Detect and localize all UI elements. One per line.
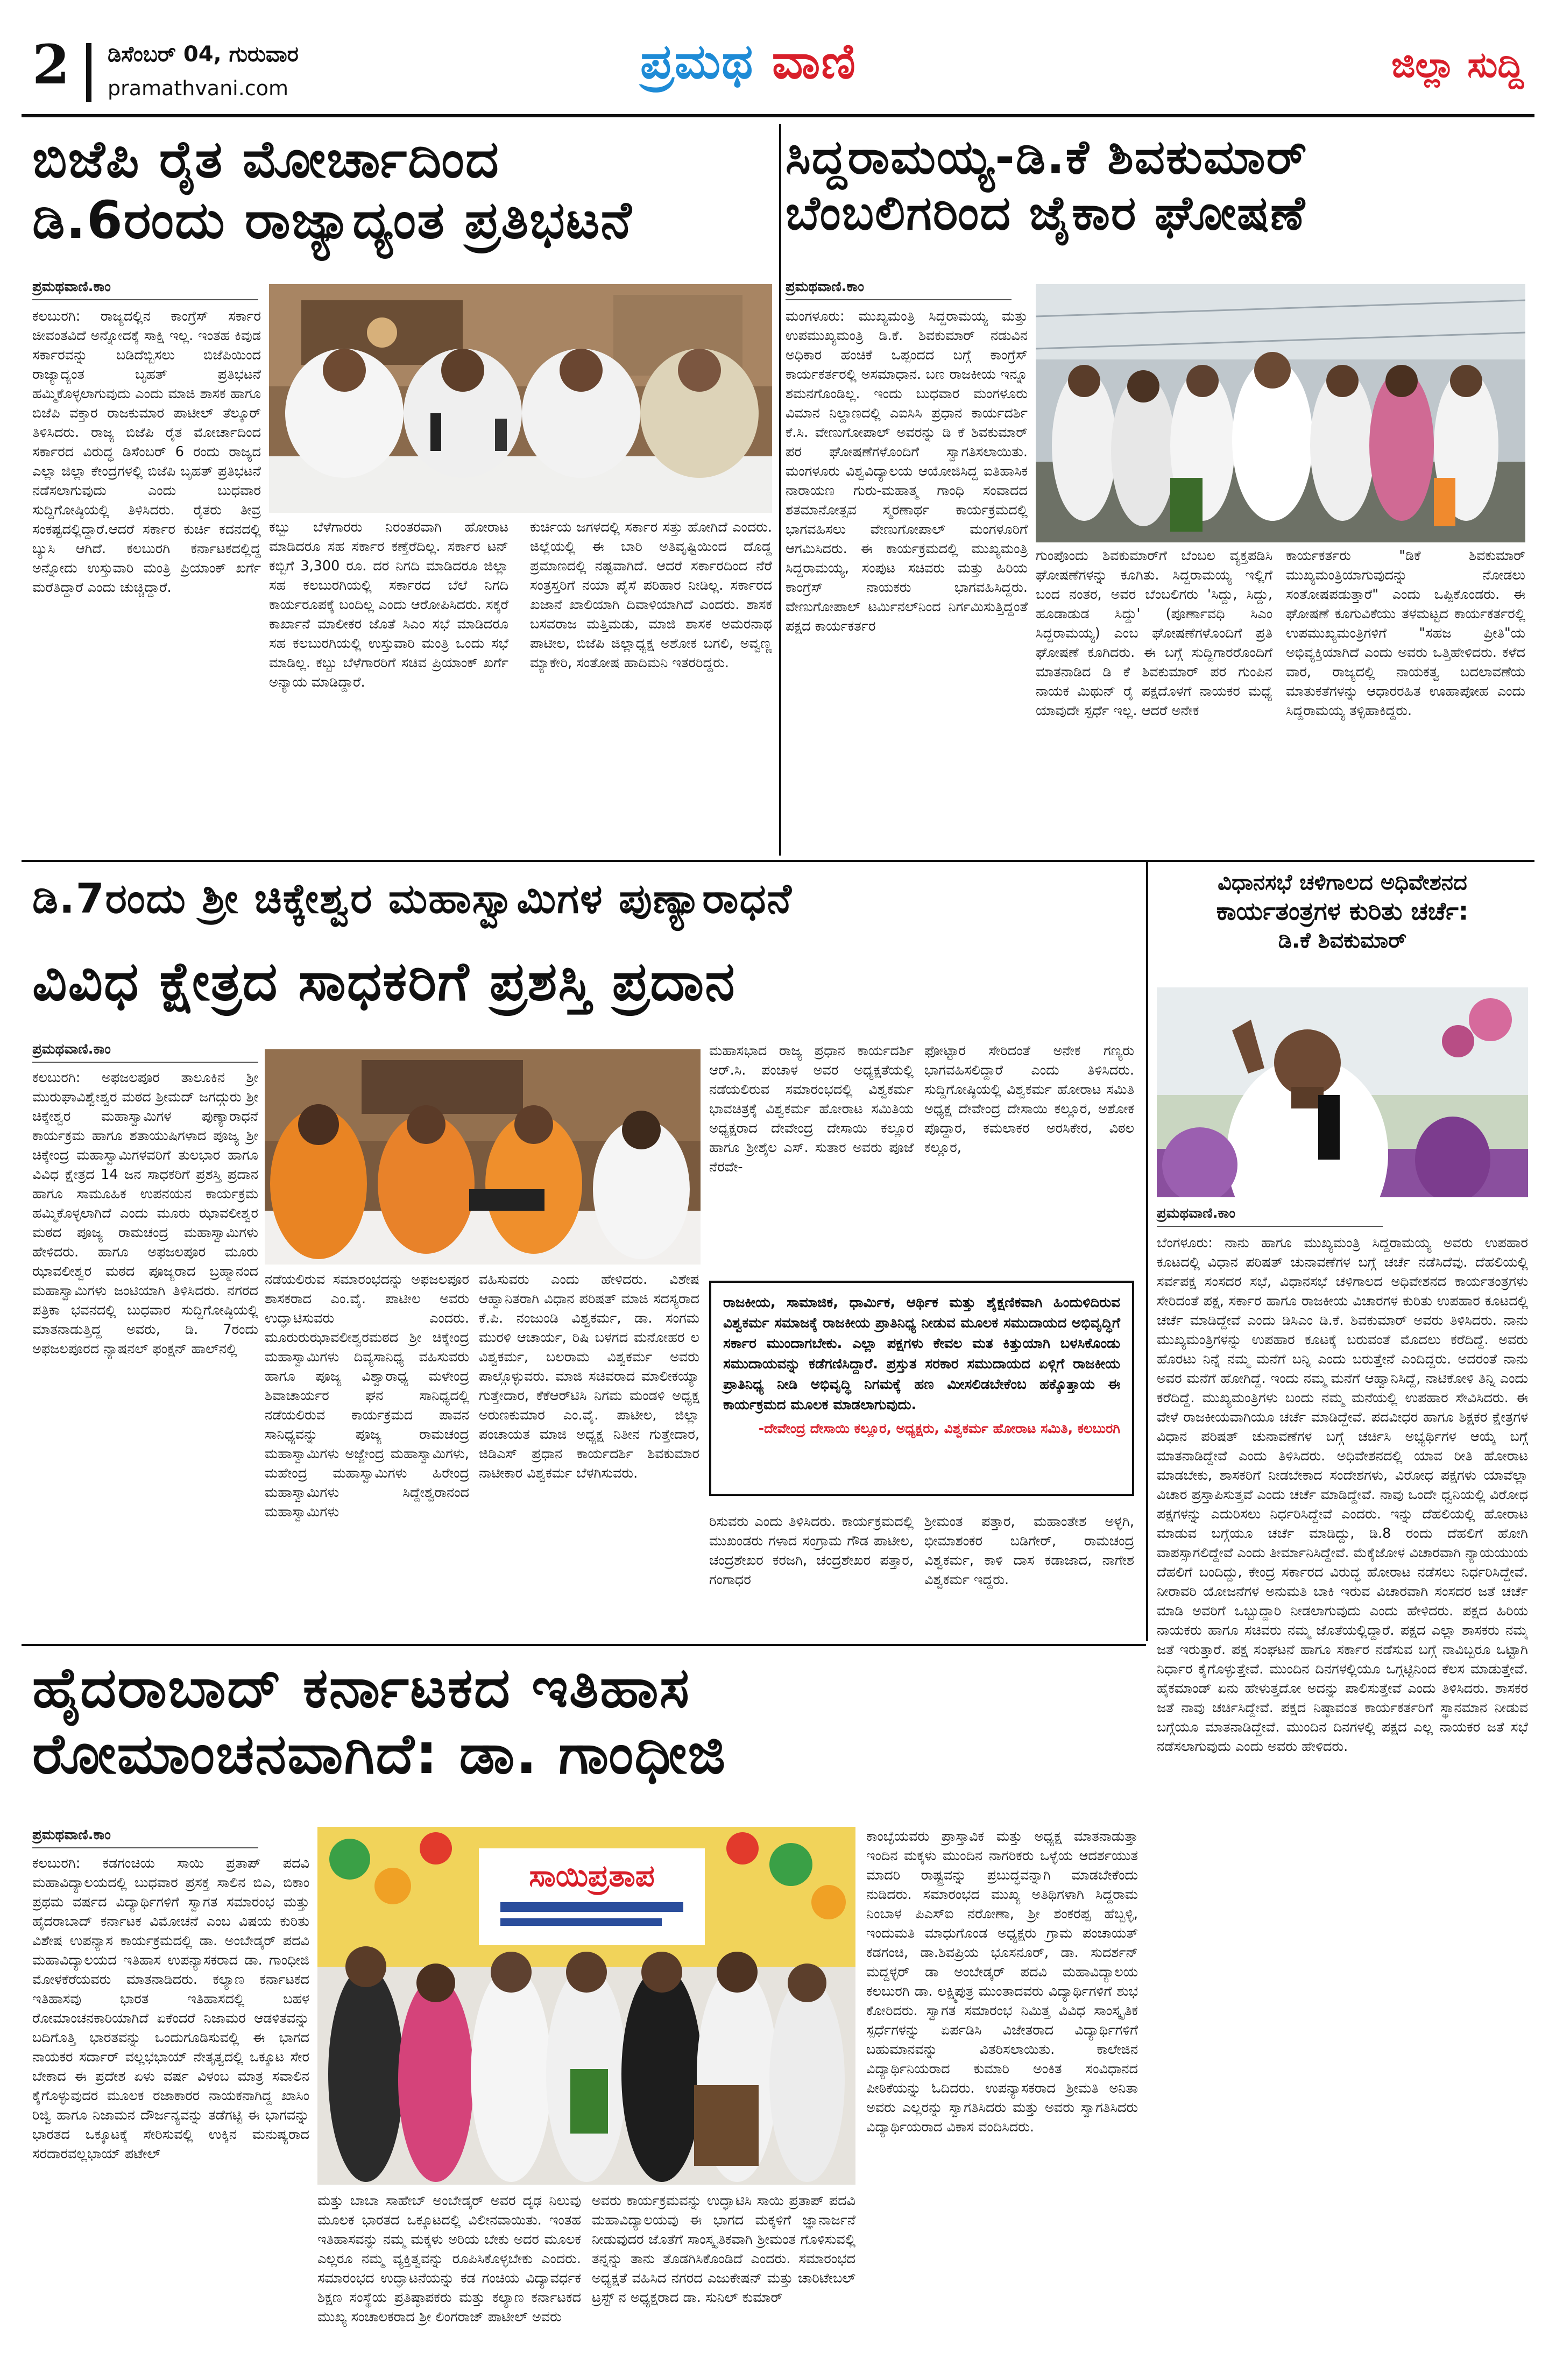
byline-rule: [1157, 1226, 1383, 1227]
article3-col2: ನಡೆಯಲಿರುವ ಸಮಾರಂಭದನ್ನು ಅಫಜಲಪೂರ ಶಾಸಕರಾದ ಎಂ.ವೈ. ಪಾಟೀಲ ಅವರು ಉದ್ಘಾಟಿಸುವರು ಎಂದರು. ಮೂರುರುಝಾವಲೀಶ್ವರಮಠದ ಶ್ರೀ ಚಿಕ್ಕೇಂದ್ರ ಮಹಾಸ್ವಾಮಿಗಳು ದಿವ್ಯಸಾನಿಧ್ಯ ವಹಿಸುವರು ಹಾಗೂ ಪೂಜ್ಯ ವಿಶ್ವಾರಾಧ್ಯ ಮಳೇಂದ್ರ ಶಿವಾಚಾರ್ಯರ ಘನ ಸಾನಿಧ್ಯದಲ್ಲಿ ನಡೆಯಲಿರುವ ಕಾರ್ಯಕ್ರಮದ ಪಾವನ ಸಾನಿಧ್ಯವನ್ನು ಪೂಜ್ಯ ರಾಮಚಂದ್ರ ಮಹಾಸ್ವಾಮಿಗಳು ಅಜ್ಜೇಂದ್ರ ಮಹಾಸ್ವಾಮಿಗಳು, ಮಹೇಂದ್ರ ಮಹಾಸ್ವಾಮಿಗಳು ಹಿರೇಂದ್ರ ಮಹಾಸ್ವಾಮಿಗಳು ಸಿದ್ದೇಶ್ವರಾನಂದ ಮಹಾಸ್ವಾಮಿಗಳು: [265, 1272, 469, 1520]
article1-col3: ಕುರ್ಚಿಯ ಜಗಳದಲ್ಲಿ ಸರ್ಕಾರ ಸತ್ತು ಹೋಗಿದೆ ಎಂದರು. ಜಿಲ್ಲೆಯಲ್ಲಿ ಈ ಬಾರಿ ಅತಿವೃಷ್ಟಿಯಿಂದ ದೊಡ್ಡ ಪ್ರಮಾಣದಲ್ಲಿ ನಷ್ಟವಾಗಿದೆ. ಆದರೆ ಸರ್ಕಾರದಿಂದ ನೆರೆ ಸಂತ್ರಸ್ತರಿಗೆ ನಯಾ ಪೈಸೆ ಪರಿಹಾರ ನೀಡಿಲ್ಲ. ಸರ್ಕಾರದ ಖಜಾನೆ ಖಾಲಿಯಾಗಿ ದಿವಾಳಿಯಾಗಿದೆ ಎಂದರು. ಶಾಸಕ ಬಸವರಾಜ ಮತ್ತಿಮಡು, ಮಾಜಿ ಶಾಸಕ ಅಮರನಾಥ ಪಾಟೀಲ, ಬಿಜೆಪಿ ಜಿಲ್ಲಾಧ್ಯಕ್ಷ ಅಶೋಕ ಬಗಲಿ, ಅವ್ವಣ್ಣ ಮ್ಯಾಕೇರಿ, ಸಂತೋಷ ಹಾದಿಮನಿ ಇತರರಿದ್ದರು.: [530, 519, 772, 671]
article1-headline-line2: ಡಿ.6ರಂದು ರಾಜ್ಯಾದ್ಯಂತ ಪ್ರತಿಭಟನೆ: [32, 190, 633, 251]
section-label: ಜಿಲ್ಲಾ ಸುದ್ದಿ: [1391, 44, 1524, 86]
article3-col6: ಫೋಟ್ಟಾರ ಸೇರಿದಂತೆ ಅನೇಕ ಗಣ್ಯರು ಭಾಗವಹಿಸಲಿದ್ದಾರೆ ಎಂದು ತಿಳಿಸಿದರು. ಸುದ್ದಿಗೋಷ್ಠಿಯಲ್ಲಿ ವಿಶ್ವಕರ್ಮ ಹೋರಾಟ ಸಮಿತಿ ಅಧ್ಯಕ್ಷ ದೇವೇಂದ್ರ ದೇಸಾಯಿ ಕಲ್ಲೂರ, ಅಶೋಕ ಪೊದ್ದಾರ, ಕಮಲಾಕರ ಅರಸಿಕೇರ, ವಿಠಲ ಕಲ್ಲೂರ,: [924, 1043, 1134, 1156]
article4-headline-line1: ವಿಧಾನಸಭೆ ಚಳಿಗಾಲದ ಅಧಿವೇಶನದ: [1218, 870, 1467, 895]
article2-col3: ಕಾರ್ಯಕರ್ತರು "ಡಿಕೆ ಶಿವಕುಮಾರ್ ಮುಖ್ಯಮಂತ್ರಿಯಾಗುವುದನ್ನು ನೋಡಲು ಸಂತೋಷಪಡುತ್ತಾರೆ" ಎಂದು ಒಪ್ಪಿಕೊಂಡರು. ಈ ಘೋಷಣೆ ಕೂಗುವಿಕೆಯು ತಳಮಟ್ಟದ ಕಾರ್ಯಕರ್ತರಲ್ಲಿ ಉಪಮುಖ್ಯಮಂತ್ರಿಗಳಿಗೆ "ಸಹಜ ಪ್ರೀತಿ"ಯ ಅಭಿವ್ಯಕ್ತಿಯಾಗಿದೆ ಎಂದು ಅವರು ಒತ್ತಿಹೇಳಿದರು. ಕಳೆದ ವಾರ, ರಾಜ್ಯದಲ್ಲಿ ನಾಯಕತ್ವ ಬದಲಾವಣೆಯ ಮಾತುಕತೆಗಳನ್ನು ಆಧಾರರಹಿತ ಊಹಾಪೋಹ ಎಂದು ಸಿದ್ದರಾಮಯ್ಯ ತಳ್ಳಿಹಾಕಿದ್ದರು.: [1286, 548, 1525, 719]
article2-col1: ಮಂಗಳೂರು: ಮುಖ್ಯಮಂತ್ರಿ ಸಿದ್ದರಾಮಯ್ಯ ಮತ್ತು ಉಪಮುಖ್ಯಮಂತ್ರಿ ಡಿ.ಕೆ. ಶಿವಕುಮಾರ್ ನಡುವಿನ ಅಧಿಕಾರ ಹಂಚಿಕೆ ಒಪ್ಪಂದದ ಬಗ್ಗೆ ಕಾಂಗ್ರೆಸ್ ಕಾರ್ಯಕರ್ತರಲ್ಲಿ ಅಸಮಾಧಾನ. ಬಣ ರಾಜಕೀಯ ಇನ್ನೂ ಶಮನಗೊಂಡಿಲ್ಲ. ಇಂದು ಬುಧವಾರ ಮಂಗಳೂರು ವಿಮಾನ ನಿಲ್ದಾಣದಲ್ಲಿ ಎಐಸಿಸಿ ಪ್ರಧಾನ ಕಾರ್ಯದರ್ಶಿ ಕೆ.ಸಿ. ವೇಣುಗೋಪಾಲ್ ಅವರನ್ನು ಡಿ ಕೆ ಶಿವಕುಮಾರ್ ಪರ ಘೋಷಣೆಗಳೊಂದಿಗೆ ಸ್ವಾಗತಿಸಲಾಯಿತು. ಮಂಗಳೂರು ವಿಶ್ವವಿದ್ಯಾಲಯ ಆಯೋಜಿಸಿದ್ದ ಐತಿಹಾಸಿಕ ನಾರಾಯಣ ಗುರು-ಮಹಾತ್ಮ ಗಾಂಧಿ ಸಂವಾದದ ಶತಮಾನೋತ್ಸವ ಸ್ಮರಣಾರ್ಥ ಕಾರ್ಯಕ್ರಮದಲ್ಲಿ ಭಾಗವಹಿಸಲು ವೇಣುಗೋಪಾಲ್ ಮಂಗಳೂರಿಗೆ ಆಗಮಿಸಿದರು. ಈ ಕಾರ್ಯಕ್ರಮದಲ್ಲಿ ಮುಖ್ಯಮಂತ್ರಿ ಸಿದ್ದರಾಮಯ್ಯ, ಸಂಪುಟ ಸಚಿವರು ಮತ್ತು ಹಿರಿಯ ಕಾಂಗ್ರೆಸ್ ನಾಯಕರು ಭಾಗವಹಿಸಿದ್ದರು. ವೇಣುಗೋಪಾಲ್ ಟರ್ಮಿನಲ್‌ನಿಂದ ನಿರ್ಗಮಿಸುತ್ತಿದ್ದಂತೆ ಪಕ್ಷದ ಕಾರ್ಯಕರ್ತರ: [786, 308, 1028, 634]
article3-col1: ಕಲಬುರಗಿ: ಅಫಜಲಪೂರ ತಾಲೂಕಿನ ಶ್ರೀ ಮುರುಘಾವಿಶ್ವೇಶ್ವರ ಮಠದ ಶ್ರೀಮದ್ ಜಗದ್ಗುರು ಶ್ರೀ ಚಿಕ್ಕೇಶ್ವರ ಮಹಾಸ್ವಾಮಿಗಳ ಪುಣ್ಯಾರಾಧನೆ ಕಾರ್ಯಕ್ರಮ ಹಾಗೂ ಶತಾಯುಷಿಗಳಾದ ಪೂಜ್ಯ ಶ್ರೀ ಚಿಕ್ಕೇಂದ್ರ ಮಹಾಸ್ವಾಮಿಗಳವರಿಗೆ ತುಲಭಾರ ಹಾಗೂ ವಿವಿಧ ಕ್ಷೇತ್ರದ 14 ಜನ ಸಾಧಕರಿಗೆ ಪ್ರಶಸ್ತಿ ಪ್ರದಾನ ಹಾಗೂ ಸಾಮೂಹಿಕ ಉಪನಯನ ಕಾರ್ಯಕ್ರಮ ಹಮ್ಮಿಕೊಳ್ಳಲಾಗಿದೆ ಎಂದು ಮೂರು ಝಾವಲೀಶ್ವರ ಮಠದ ಪೂಜ್ಯ ರಾಮಚಂದ್ರ ಮಹಾಸ್ವಾಮಿಗಳು ಹೇಳಿದರು. ಹಾಗೂ ಅಫಜಲಪೂರ ಮೂರು ಝಾವಲೀಶ್ವರ ಮಠದ ಪೂಜ್ಯರಾದ ಬ್ರಹ್ಮಾನಂದ ಮಹಾಸ್ವಾಮಿಗಳು ಜಂಟಿಯಾಗಿ ತಿಳಿಸಿದರು. ನಗರದ ಪತ್ರಿಕಾ ಭವನದಲ್ಲಿ ಬುಧವಾರ ಸುದ್ದಿಗೋಷ್ಠಿಯಲ್ಲಿ ಮಾತನಾಡುತ್ತಿದ್ದ ಅವರು, ಡಿ. 7ರಂದು ಅಫಜಲಪೂರದ ನ್ಯಾಷನಲ್ ಫಂಕ್ಷನ್ ಹಾಲ್‌ನಲ್ಲಿ: [32, 1070, 258, 1357]
article5-headline: [32, 1655, 1135, 1786]
article3-byline: ಪ್ರಮಥವಾಣಿ.ಕಾಂ: [32, 1041, 111, 1057]
article3-col7: ಶ್ರೀಮಂತ ಪತ್ತಾರ, ಮಹಾಂತೇಶ ಅಳ್ಳಗಿ, ಭೀಮಾಶಂಕರ ಬಡಿಗೇರ್, ರಾಮಚಂದ್ರ ವಿಶ್ವಕರ್ಮ, ಕಾಳಿ ದಾಸ ಕಡಾಜಾದ, ನಾಗೇಶ ವಿಶ್ವಕರ್ಮ ಇದ್ದರು.: [924, 1514, 1134, 1588]
article3-kicker: ಡಿ.7ರಂದು ಶ್ರೀ ಚಿಕ್ಕೇಶ್ವರ ಮಹಾಸ್ವಾಮಿಗಳ ಪುಣ್ಯಾರಾಧನೆ: [32, 874, 793, 922]
article4-headline-line2: ಕಾರ್ಯತಂತ್ರಗಳ ಕುರಿತು ಚರ್ಚೆ:: [1216, 896, 1469, 926]
banner-text: ಸಾಯಿಪ್ರತಾಪ: [529, 1859, 655, 1894]
page-number: 2: [32, 33, 70, 96]
byline-rule: [32, 1062, 258, 1063]
article2-byline: ಪ್ರಮಥವಾಣಿ.ಕಾಂ: [786, 279, 864, 295]
quote-box: [709, 1281, 1134, 1496]
masthead-divider: [86, 43, 91, 102]
column-divider: [779, 124, 781, 856]
website-link[interactable]: pramathvani.com: [108, 76, 288, 100]
article3-col3: ವಹಿಸುವರು ಎಂದು ಹೇಳಿದರು. ವಿಶೇಷ ಆಹ್ವಾನಿತರಾಗಿ ವಿಧಾನ ಪರಿಷತ್ ಮಾಜಿ ಸದಸ್ಯರಾದ ಕೆ.ಪಿ. ನಂಜುಂಡಿ ವಿಶ್ವಕರ್ಮ, ಡಾ. ಸಂಗಮ ಮುರಳಿ ಆಚಾರ್ಯ, ರಿಷಿ ಬಳಗದ ಮನೋಹರ ಲ ವಿಶ್ವಕರ್ಮ, ಬಲರಾಮ ವಿಶ್ವಕರ್ಮ ಅವರು ಪಾಲ್ಗೊಳ್ಳುವರು. ಮಾಜಿ ಸಚಿವರಾದ ಮಾಲೀಕಯ್ಯಾ ಗುತ್ತೇದಾರ, ಕೆಕೆಆರ್‌ಟಿಸಿ ನಿಗಮ ಮಂಡಳಿ ಅಧ್ಯಕ್ಷ ಅರುಣಕುಮಾರ ಎಂ.ವೈ. ಪಾಟೀಲ, ಜಿಲ್ಲಾ ಪಂಚಾಯತ ಮಾಜಿ ಅಧ್ಯಕ್ಷ ನಿತೀನ ಗುತ್ತೇದಾರ, ಜಿಡಿಎಸ್ ಪ್ರಧಾನ ಕಾರ್ಯದರ್ಶಿ ಶಿವಕುಮಾರ ನಾಟೀಕಾರ ವಿಶ್ವಕರ್ಮ ಬೆಳಗಿಸುವರು.: [479, 1272, 699, 1481]
masthead-rule: [22, 114, 1534, 117]
article1-byline: ಪ್ರಮಥವಾಣಿ.ಕಾಂ: [32, 279, 111, 295]
article5-photo: [317, 1827, 855, 2185]
article5-col1: ಕಲಬುರಗಿ: ಕಡಗಂಚಿಯ ಸಾಯಿ ಪ್ರತಾಪ್ ಪದವಿ ಮಹಾವಿದ್ಯಾಲಯದಲ್ಲಿ ಬುಧವಾರ ಪ್ರಸಕ್ತ ಸಾಲಿನ ಬಿಎ, ಬಿಕಾಂ ಪ್ರಥಮ ವರ್ಷದ ವಿದ್ಯಾರ್ಥಿಗಳಿಗೆ ಸ್ವಾಗತ ಸಮಾರಂಭ ಮತ್ತು ಹೈದರಾಬಾದ್ ಕರ್ನಾಟಕ ವಿಮೋಚನೆ ಎಂಬ ವಿಷಯ ಕುರಿತು ವಿಶೇಷ ಉಪನ್ಯಾಸ ಕಾರ್ಯಕ್ರಮದಲ್ಲಿ ಡಾ. ಅಂಬೇಡ್ಕರ್ ಪದವಿ ಮಹಾವಿದ್ಯಾಲಯದ ಇತಿಹಾಸ ಉಪನ್ಯಾಸಕರಾದ ಡಾ. ಗಾಂಧೀಜಿ ಮೋಳಕೆರೆಯವರು ಮಾತನಾಡಿದರು. ಕಲ್ಯಾಣ ಕರ್ನಾಟಕದ ಇತಿಹಾಸವು ಭಾರತ ಇತಿಹಾಸದಲ್ಲಿ ಬಹಳ ರೋಮಾಂಚನಕಾರಿಯಾಗಿದೆ ಏಕೆಂದರೆ ನಿಜಾಮರ ಆಡಳಿತವನ್ನು ಬದಿಗೊತ್ತಿ ಭಾರತವನ್ನು ಒಂದುಗೂಡಿಸುವಲ್ಲಿ ಈ ಭಾಗದ ನಾಯಕರ ಸರ್ದಾರ್ ವಲ್ಲಭಭಾಯ್ ನೇತೃತ್ವದಲ್ಲಿ ಒಕ್ಕೂಟ ಸೇರ ಬೇಕಾದ ಈ ಪ್ರದೇಶ ಏಳು ವರ್ಷ ವಿಳಂಬ ಮಾತ್ರ ಸವಾಲಿನ ಕೈಗೊಳ್ಳುವುದರ ಮೂಲಕ ರಜಾಕಾರರ ನಾಯಕನಾಗಿದ್ದ ಖಾಸಿಂ ರಿಜ್ವಿ ಹಾಗೂ ನಿಜಾಮನ ದೌರ್ಜನ್ಯವನ್ನು ತಡೆಗಟ್ಟಿ ಈ ಭಾಗವನ್ನು ಭಾರತದ ಒಕ್ಕೂಟಕ್ಕೆ ಸೇರಿಸುವಲ್ಲಿ ಉಕ್ಕಿನ ಮನುಷ್ಯರಾದ ಸರದಾರವಲ್ಲಭಾಯ್ ಪಟೇಲ್: [32, 1855, 309, 2162]
column-divider: [1146, 861, 1148, 1641]
article2-headline-line2: ಬೆಂಬಲಿಗರಿಂದ ಜೈಕಾರ ಘೋಷಣೆ: [786, 185, 1306, 241]
quote-signature: -ದೇವೇಂದ್ರ ದೇಸಾಯಿ ಕಲ್ಲೂರ, ಅಧ್ಯಕ್ಷರು, ವಿಶ್ವಕರ್ಮ ಹೋರಾಟ ಸಮಿತಿ, ಕಲಬುರಗಿ: [758, 1421, 1120, 1436]
section-rule: [22, 1644, 1146, 1646]
issue-date: ಡಿಸೆಂಬರ್ 04, ಗುರುವಾರ: [108, 42, 299, 67]
article5-byline: ಪ್ರಮಥವಾಣಿ.ಕಾಂ: [32, 1827, 111, 1843]
article1-headline-line1: ಬಿಜೆಪಿ ರೈತ ಮೋರ್ಚಾದಿಂದ: [32, 129, 500, 189]
article5-col2: ಮತ್ತು ಬಾಬಾ ಸಾಹೇಬ್ ಅಂಬೇಡ್ಕರ್ ಅವರ ದೃಢ ನಿಲುವು ಮೂಲಕ ಭಾರತದ ಒಕ್ಕೂಟದಲ್ಲಿ ವಿಲೀನವಾಯಿತು. ಇಂತಹ ಇತಿಹಾಸವನ್ನು ನಮ್ಮ ಮಕ್ಕಳು ಅರಿಯ ಬೇಕು ಅದರ ಮೂಲಕ ಎಲ್ಲರೂ ನಮ್ಮ ವ್ಯಕ್ತಿತ್ವವನ್ನು ರೂಪಿಸಿಕೊಳ್ಳಬೇಕು ಎಂದರು. ಸಮಾರಂಭದ ಉದ್ಘಾಟನೆಯನ್ನು ಕಡ ಗಂಚಿಯ ವಿದ್ಯಾವರ್ಧಕ ಶಿಕ್ಷಣ ಸಂಸ್ಥೆಯ ಪ್ರತಿಷ್ಠಾಪಕರು ಮತ್ತು ಕಲ್ಯಾಣ ಕರ್ನಾಟಕದ ಮುಖ್ಯ ಸಂಚಾಲಕರಾದ ಶ್ರೀ ಲಿಂಗರಾಜ್ ಪಾಟೀಲ್ ಅವರು: [317, 2193, 581, 2325]
article3-col4: ಮಹಾಸಭಾದ ರಾಜ್ಯ ಪ್ರಧಾನ ಕಾರ್ಯದರ್ಶಿ ಆರ್.ಸಿ. ಪಂಚಾಳ ಅವರ ಅಧ್ಯಕ್ಷತೆಯಲ್ಲಿ ನಡೆಯಲಿರುವ ಸಮಾರಂಭದಲ್ಲಿ ವಿಶ್ವಕರ್ಮ ಭಾವಚಿತ್ರಕ್ಕೆ ವಿಶ್ವಕರ್ಮ ಹೋರಾಟ ಸಮಿತಿಯ ಅಧ್ಯಕ್ಷರಾದ ದೇವೇಂದ್ರ ದೇಸಾಯಿ ಕಲ್ಲೂರ ಹಾಗೂ ಶ್ರೀಶೈಲ ಎಸ್. ಸುತಾರ ಅವರು ಪೂಜೆ ನೆರವೇ-: [709, 1043, 914, 1175]
article4-headline: [1157, 869, 1528, 954]
article1-headline: [32, 129, 775, 251]
article2-headline-line1: ಸಿದ್ದರಾಮಯ್ಯ-ಡಿ.ಕೆ ಶಿವಕುಮಾರ್: [786, 129, 1308, 185]
article5-col4: ಕಾಂಬ್ಳೆಯವರು ಪ್ರಾಸ್ತಾವಿಕ ಮತ್ತು ಅಧ್ಯಕ್ಷ ಮಾತನಾಡುತ್ತಾ ಇಂದಿನ ಮಕ್ಕಳು ಮುಂದಿನ ನಾಗರಿಕರು ಒಳ್ಳೆಯ ಆದರ್ಶಯುತ ಮಾದರಿ ರಾಷ್ಟ್ರವನ್ನು ಪ್ರಬುದ್ಧವನ್ನಾಗಿ ಮಾಡಬೇಕೆಂದು ನುಡಿದರು. ಸಮಾರಂಭದ ಮುಖ್ಯ ಅತಿಥಿಗಳಾಗಿ ಸಿದ್ದರಾಮ ನಿಂಬಾಳ ಪಿಎಸ್‌ಐ ನರೋಣಾ, ಶ್ರೀ ಶಂಕರಪ್ಪ ಹೆಬ್ಬಳ್ಳಿ, ಇಂದುಮತಿ ಮಾಧುಗೊಂಡ ಅಧ್ಯಕ್ಷರು ಗ್ರಾಮ ಪಂಚಾಯತ್ ಕಡಗಂಚಿ, ಡಾ.ಶಿವಪ್ರಿಯ ಭೂಸನೂರ್, ಡಾ. ಸುದರ್ಶನ್ ಮದ್ದಳ್ಳರ್ ಡಾ ಅಂಬೇಡ್ಕರ್ ಪದವಿ ಮಹಾವಿದ್ಯಾಲಯ ಕಲಬುರಗಿ ಡಾ. ಲಕ್ಷ್ಮಿಪುತ್ರ ಮುಂತಾದವರು ವಿದ್ಯಾರ್ಥಿಗಳಿಗೆ ಶುಭ ಕೋರಿದರು. ಸ್ವಾಗತ ಸಮಾರಂಭ ನಿಮಿತ್ತ ವಿವಿಧ ಸಾಂಸ್ಕೃತಿಕ ಸ್ಪರ್ಧೆಗಳನ್ನು ಏರ್ಪಡಿಸಿ ವಿಜೇತರಾದ ವಿದ್ಯಾರ್ಥಿಗಳಿಗೆ ಬಹುಮಾನವನ್ನು ವಿತರಿಸಲಾಯಿತು. ಕಾಲೇಜಿನ ವಿದ್ಯಾರ್ಥಿನಿಯರಾದ ಕುಮಾರಿ ಅಂಕಿತ ಸಂವಿಧಾನದ ಪೀಠಿಕೆಯನ್ನು ಓದಿದರು. ಉಪನ್ಯಾಸಕರಾದ ಶ್ರೀಮತಿ ಅನಿತಾ ಅವರು ಎಲ್ಲರನ್ನು ಸ್ವಾಗತಿಸಿದರು ಮತ್ತು ಅವರು ಸ್ವಾಗತಿಸಿದರು ವಿದ್ಯಾರ್ಥಿಯರಾದ ವಿಕಾಸ ವಂದಿಸಿದರು.: [866, 1828, 1138, 2135]
article4-body: ಬೆಂಗಳೂರು: ನಾನು ಹಾಗೂ ಮುಖ್ಯಮಂತ್ರಿ ಸಿದ್ದರಾಮಯ್ಯ ಅವರು ಉಪಹಾರ ಕೂಟದಲ್ಲಿ ವಿಧಾನ ಪರಿಷತ್ ಚುನಾವಣೆಗಳ ಬಗ್ಗೆ ಚರ್ಚೆ ನಡೆಸಿದೆವು. ದೆಹಲಿಯಲ್ಲಿ ಸರ್ವಪಕ್ಷ ಸಂಸದರ ಸಭೆ, ವಿಧಾನಸಭೆ ಚಳಿಗಾಲದ ಅಧಿವೇಶನದ ಕಾರ್ಯತಂತ್ರಗಳು ಸೇರಿದಂತೆ ಪಕ್ಷ, ಸರ್ಕಾರ ಹಾಗೂ ರಾಜಕೀಯ ವಿಚಾರಗಳ ಕುರಿತು ಉಪಹಾರ ಕೂಟದಲ್ಲಿ ಚರ್ಚೆ ಮಾಡಿದ್ದೇವೆ ಎಂದು ಡಿಸಿಎಂ ಡಿ.ಕೆ. ಶಿವಕುಮಾರ್ ಅವರು ತಿಳಿಸಿದರು. ನಾನು ಮುಖ್ಯಮಂತ್ರಿಗಳನ್ನು ಉಪಹಾರ ಕೂಟಕ್ಕೆ ಬರುವಂತೆ ಮೊದಲು ಕರೆದಿದ್ದೆ. ಅವರು ಹೊರಟು ನಿನ್ನೆ ನಮ್ಮ ಮನೆಗೆ ಬನ್ನಿ ಎಂದು ಬರುತ್ತೇನೆ ಎಂದಿದ್ದರು. ಅದರಂತೆ ನಾನು ಅವರ ಮನೆಗೆ ಹೋಗಿದ್ದೆ. ಇಂದು ನಮ್ಮ ಮನೆಗೆ ಆಹ್ವಾನಿಸಿದ್ದೆ, ನಾಟಿಕೋಳಿ ತಿನ್ನಿ ಎಂದು ಕರೆದಿದ್ದೆ. ಮುಖ್ಯಮಂತ್ರಿಗಳು ಬಂದು ನಮ್ಮ ಮನೆಯಲ್ಲಿ ಉಪಹಾರ ಸೇವಿಸಿದರು. ಈ ವೇಳೆ ರಾಜಕೀಯವಾಗಿಯೂ ಚರ್ಚೆ ಮಾಡಿದ್ದೇವೆ. ಪದವೀಧರ ಹಾಗೂ ಶಿಕ್ಷಕರ ಕ್ಷೇತ್ರಗಳ ವಿಧಾನ ಪರಿಷತ್ ಚುನಾವಣೆಗಳ ಬಗ್ಗೆ ಚರ್ಚಿಸಿ ಅಭ್ಯರ್ಥಿಗಳ ಆಯ್ಕೆ ಬಗ್ಗೆ ಮಾತನಾಡಿದ್ದೇವೆ ಎಂದು ತಿಳಿಸಿದರು. ಅಧಿವೇಶನದಲ್ಲಿ ಯಾವ ರೀತಿ ಹೋರಾಟ ಮಾಡಬೇಕು, ಶಾಸಕರಿಗೆ ನೀಡಬೇಕಾದ ಸಂದೇಶಗಳು, ವಿರೋಧ ಪಕ್ಷಗಳು ಯಾವೆಲ್ಲಾ ವಿಚಾರ ಪ್ರಸ್ತಾಪಿಸುತ್ತವೆ ಎಂದು ಚರ್ಚೆ ಮಾಡಿದ್ದೇವೆ. ನಾವು ಒಂದೇ ಧ್ವನಿಯಲ್ಲಿ ವಿರೋಧ ಪಕ್ಷಗಳನ್ನು ಎದುರಿಸಲು ನಿರ್ಧರಿಸಿದ್ದೇವೆ ಎಂದರು. ಇನ್ನು ದೆಹಲಿಯಲ್ಲಿ ಹೋರಾಟ ಮಾಡುವ ಬಗ್ಗೆಯೂ ಚರ್ಚೆ ಮಾಡಿದ್ದು, ಡಿ.8 ರಂದು ದೆಹಲಿಗೆ ಹೋಗಿ ವಾಪಸ್ಸಾಗಲಿದ್ದೇವೆ ಎಂದು ತೀರ್ಮಾನಿಸಿದ್ದೇವೆ. ಮೆಕ್ಕೆಜೋಳ ವಿಚಾರವಾಗಿ ನ್ಯಾಯಯುಯ ದೆಹಲಿಗೆ ಬಂದಿದ್ದು, ಕೇಂದ್ರ ಸರ್ಕಾರದ ವಿರುದ್ಧ ಹೋರಾಟ ನಡೆಸಲು ನಿರ್ಧರಿಸಿದ್ದೇವೆ. ನೀರಾವರಿ ಯೋಜನೆಗಳ ಅನುಮತಿ ಬಾಕಿ ಇರುವ ವಿಚಾರವಾಗಿ ಸಂಸದರ ಜತೆ ಚರ್ಚೆ ಮಾಡಿ ಅವರಿಗೆ ಒಬ್ಬುದ್ದಾರಿ ನೀಡಲಾಗುವುದು ಎಂದು ಹೇಳಿದರು. ಪಕ್ಷದ ಹಿರಿಯ ನಾಯಕರು ಹಾಗೂ ಸಚಿವರು ನಮ್ಮ ಜೊತೆಯಲ್ಲಿದ್ದಾರೆ. ಪಕ್ಷದ ಎಲ್ಲಾ ಶಾಸಕರು ನಮ್ಮ ಜತೆ ಇರುತ್ತಾರೆ. ಪಕ್ಷ ಸಂಘಟನೆ ಹಾಗೂ ಸರ್ಕಾರ ನಡೆಸುವ ಬಗ್ಗೆ ನಾವಿಬ್ಬರೂ ಒಟ್ಟಾಗಿ ನಿರ್ಧಾರ ಕೈಗೊಳ್ಳುತ್ತೇವೆ. ಮುಂದಿನ ದಿನಗಳಲ್ಲಿಯೂ ಒಗ್ಗಟ್ಟಿನಿಂದ ಕೆಲಸ ಮಾಡುತ್ತೇವೆ. ಹೈಕಮಾಂಡ್ ಏನು ಹೇಳುತ್ತದೋ ಅದನ್ನು ಪಾಲಿಸುತ್ತೇವೆ ಎಂದು ತಿಳಿಸಿದರು. ಶಾಸಕರ ಜತೆ ನಾವು ಚರ್ಚಿಸಿದ್ದೇವೆ. ಪಕ್ಷದ ನಿಷ್ಠಾವಂತ ಕಾರ್ಯಕರ್ತರಿಗೆ ಸ್ಥಾನಮಾನ ನೀಡುವ ಬಗ್ಗೆಯೂ ಮಾತನಾಡಿದ್ದೇವೆ. ಮುಂದಿನ ದಿನಗಳಲ್ಲಿ ಪಕ್ಷದ ಎಲ್ಲ ನಾಯಕರ ಜತೆ ಸಭೆ ನಡೆಸಲಾಗುವುದು ಎಂದು ಅವರು ಹೇಳಿದರು.: [1157, 1235, 1528, 1755]
byline-rule: [786, 299, 1012, 300]
article4-headline-line3: ಡಿ.ಕೆ ಶಿವಕುಮಾರ್: [1278, 928, 1407, 953]
article1-photo: [269, 284, 772, 513]
logo-part-2: ವಾಣಿ: [772, 33, 857, 90]
section-rule: [22, 860, 1534, 862]
article5-headline-line2: ರೋಮಾಂಚನವಾಗಿದೆ: ಡಾ. ಗಾಂಧೀಜಿ: [32, 1720, 727, 1786]
article5-col3: ಅವರು ಕಾರ್ಯಕ್ರಮವನ್ನು ಉದ್ಘಾಟಿಸಿ ಸಾಯಿ ಪ್ರತಾಪ್ ಪದವಿ ಮಹಾವಿದ್ಯಾಲಯವು ಈ ಭಾಗದ ಮಕ್ಕಳಿಗೆ ಜ್ಞಾನಾರ್ಜನೆ ನೀಡುವುದರ ಜೊತೆಗೆ ಸಾಂಸ್ಕೃತಿಕವಾಗಿ ಶ್ರೀಮಂತ ಗೊಳಿಸುವಲ್ಲಿ ತನ್ನನ್ನು ತಾನು ತೊಡಗಿಸಿಕೊಂಡಿದೆ ಎಂದರು. ಸಮಾರಂಭದ ಅಧ್ಯಕ್ಷತೆ ವಹಿಸಿದ ನಗರದ ಎಜುಕೇಷನ್ ಮತ್ತು ಚಾರಿಟೇಬಲ್ ಟ್ರಸ್ಟ್ ನ ಅಧ್ಯಕ್ಷರಾದ ಡಾ. ಸುನಿಲ್ ಕುಮಾರ್: [592, 2193, 855, 2306]
article4-byline: ಪ್ರಮಥವಾಣಿ.ಕಾಂ: [1157, 1205, 1235, 1221]
article3-col5: ರಿಸುವರು ಎಂದು ತಿಳಿಸಿದರು. ಕಾರ್ಯಕ್ರಮದಲ್ಲಿ ಮುಖಂಡರು ಗಳಾದ ಸಂಗ್ರಾಮ ಗೌಡ ಪಾಟೀಲ, ಚಂದ್ರಶೇಖರ ಕರಜಗಿ, ಚಂದ್ರಶೇಖರ ಪತ್ತಾರ, ಗಂಗಾಧರ: [709, 1514, 914, 1588]
article5-headline-line1: ಹೈದರಾಬಾದ್ ಕರ್ನಾಟಕದ ಇತಿಹಾಸ: [32, 1655, 690, 1720]
article3-headline: ವಿವಿಧ ಕ್ಷೇತ್ರದ ಸಾಧಕರಿಗೆ ಪ್ರಶಸ್ತಿ ಪ್ರದಾನ: [32, 950, 736, 1013]
article4-photo: [1157, 987, 1528, 1197]
article1-col1: ಕಲಬುರಗಿ: ರಾಜ್ಯದಲ್ಲಿನ ಕಾಂಗ್ರೆಸ್ ಸರ್ಕಾರ ಜೀವಂತವಿದೆ ಅನ್ನೋದಕ್ಕೆ ಸಾಕ್ಷಿ ಇಲ್ಲ. ಇಂತಹ ಕಿವುಡ ಸರ್ಕಾರವನ್ನು ಬಡಿದೆಬ್ಬಿಸಲು ಬಿಜೆಪಿಯಿಂದ ರಾಜ್ಯಾದ್ಯಂತ ಬೃಹತ್ ಪ್ರತಿಭಟನೆ ಹಮ್ಮಿಕೊಳ್ಳಲಾಗುವುದು ಎಂದು ಮಾಜಿ ಶಾಸಕ ಹಾಗೂ ಬಿಜೆಪಿ ವಕ್ತಾರ ರಾಜಕುಮಾರ ಪಾಟೀಲ್ ತೆಲ್ಕೂರ್ ತಿಳಿಸಿದರು. ರಾಜ್ಯ ಬಿಜೆಪಿ ರೈತ ಮೋರ್ಚಾದಿಂದ ಸರ್ಕಾರದ ವಿರುದ್ಧ ಡಿಸೆಂಬರ್ 6 ರಂದು ರಾಜ್ಯದ ಎಲ್ಲಾ ಜಿಲ್ಲಾ ಕೇಂದ್ರಗಳಲ್ಲಿ ಬಿಜೆಪಿ ಬೃಹತ್ ಪ್ರತಿಭಟನೆ ನಡೆಸಲಾಗುವುದು ಎಂದು ಬುಧವಾರ ಸುದ್ದಿಗೋಷ್ಠಿಯಲ್ಲಿ ತಿಳಿಸಿದರು. ರೈತರು ತೀವ್ರ ಸಂಕಷ್ಟದಲ್ಲಿದ್ದಾರೆ.ಆದರೆ ಸರ್ಕಾರ ಕುರ್ಚಿ ಕದನದಲ್ಲಿ ಬ್ಯುಸಿ ಆಗಿದೆ. ಕಲಬುರಗಿ ಕರ್ನಾಟಕದಲ್ಲಿದ್ದ ಅನ್ನೋದು ಉಸ್ತುವಾರಿ ಮಂತ್ರಿ ಪ್ರಿಯಾಂಕ್ ಖರ್ಗೆ ಮರೆತಿದ್ದಾರೆ ಎಂದು ಚುಚ್ಚಿದ್ದಾರೆ.: [32, 308, 261, 596]
quote-text: ರಾಜಕೀಯ, ಸಾಮಾಜಿಕ, ಧಾರ್ಮಿಕ, ಆರ್ಥಿಕ ಮತ್ತು ಶೈಕ್ಷಣಿಕವಾಗಿ ಹಿಂದುಳಿದಿರುವ ವಿಶ್ವಕರ್ಮ ಸಮಾಜಕ್ಕೆ ರಾಜಕೀಯ ಪ್ರಾತಿನಿಧ್ಯ ನೀಡುವ ಮೂಲಕ ಸಮುದಾಯದ ಅಭಿವೃದ್ಧಿಗೆ ಸರ್ಕಾರ ಮುಂದಾಗಬೇಕು. ಎಲ್ಲಾ ಪಕ್ಷಗಳು ಕೇವಲ ಮತ ಕಿತ್ತುಯಾಗಿ ಬಳಸಿಕೊಂಡು ಸಮುದಾಯವನ್ನು ಕಡೆಗಣಿಸಿದ್ದಾರೆ. ಪ್ರಸ್ತುತ ಸರಕಾರ ಸಮುದಾಯದ ಏಳ್ಗಿಗೆ ರಾಜಕೀಯ ಪ್ರಾತಿನಿಧ್ಯ ನೀಡಿ ಅಭಿವೃದ್ಧಿ ನಿಗಮಕ್ಕೆ ಹಣ ಮೀಸಲಿಡಬೇಕೆಂಬ ಹಕ್ಕೊತ್ತಾಯ ಈ ಕಾರ್ಯಕ್ರಮದ ಮೂಲಕ ಮಾಡಲಾಗುವುದು.: [723, 1295, 1120, 1413]
logo-part-1: ಪ್ರಮಥ: [640, 33, 754, 90]
byline-rule: [32, 1847, 258, 1848]
byline-rule: [32, 299, 258, 300]
newspaper-logo: [640, 32, 857, 91]
article2-headline: [786, 129, 1528, 241]
article1-col2: ಕಬ್ಬು ಬೆಳೆಗಾರರು ನಿರಂತರವಾಗಿ ಹೋರಾಟ ಮಾಡಿದರೂ ಸಹ ಸರ್ಕಾರ ಕಣ್ತೆರೆದಿಲ್ಲ. ಸರ್ಕಾರ ಟನ್ ಕಬ್ಬಿಗೆ 3,300 ರೂ. ದರ ನಿಗದಿ ಮಾಡಿದರೂ ಜಿಲ್ಲಾ ಸಹ ಕಲಬುರಗಿಯಲ್ಲಿ ಸರ್ಕಾರದ ಬೆಲೆ ನಿಗದಿ ಕಾರ್ಯರೂಪಕ್ಕೆ ಬಂದಿಲ್ಲ ಎಂದು ಆರೋಪಿಸಿದರು. ಸಕ್ಕರೆ ಕಾರ್ಖಾನೆ ಮಾಲೀಕರ ಜೊತೆ ಸಿಎಂ ಸಭೆ ಮಾಡಿದರೂ ಸಹ ಕಲಬುರಗಿಯಲ್ಲಿ ಉಸ್ತುವಾರಿ ಮಂತ್ರಿ ಒಂದು ಸಭೆ ಮಾಡಿಲ್ಲ. ಕಬ್ಬು ಬೆಳೆಗಾರರಿಗೆ ಸಚಿವ ಪ್ರಿಯಾಂಕ್ ಖರ್ಗೆ ಅನ್ಯಾಯ ಮಾಡಿದ್ದಾರೆ.: [269, 519, 508, 690]
article3-photo: [265, 1049, 701, 1265]
masthead: [32, 32, 1524, 113]
article2-photo: [1036, 284, 1525, 542]
article2-col2: ಗುಂಪೊಂದು ಶಿವಕುಮಾರ್‌ಗೆ ಬೆಂಬಲ ವ್ಯಕ್ತಪಡಿಸಿ ಘೋಷಣೆಗಳನ್ನು ಕೂಗಿತು. ಸಿದ್ದರಾಮಯ್ಯ ಇಲ್ಲಿಗೆ ಬಂದ ನಂತರ, ಅವರ ಬೆಂಬಲಿಗರು 'ಸಿದ್ದು, ಸಿದ್ದು, ಹೂಡಾಡುಡ ಸಿದ್ದು' (ಪೂರ್ಣಾವಧಿ ಸಿಎಂ ಸಿದ್ದರಾಮಯ್ಯ) ಎಂಬ ಘೋಷಣೆಗಳೊಂದಿಗೆ ಪ್ರತಿ ಘೋಷಣೆ ಕೂಗಿದರು. ಈ ಬಗ್ಗೆ ಸುದ್ದಿಗಾರರೊಂದಿಗೆ ಮಾತನಾಡಿದ ಡಿ ಕೆ ಶಿವಕುಮಾರ್ ಪರ ಗುಂಪಿನ ನಾಯಕ ಮಿಥುನ್ ರೈ ಪಕ್ಷದೊಳಗೆ ನಾಯಕರ ಮಧ್ಯೆ ಯಾವುದೇ ಸ್ಪರ್ಧೆ ಇಲ್ಲ. ಆದರೆ ಅನೇಕ: [1036, 548, 1272, 719]
